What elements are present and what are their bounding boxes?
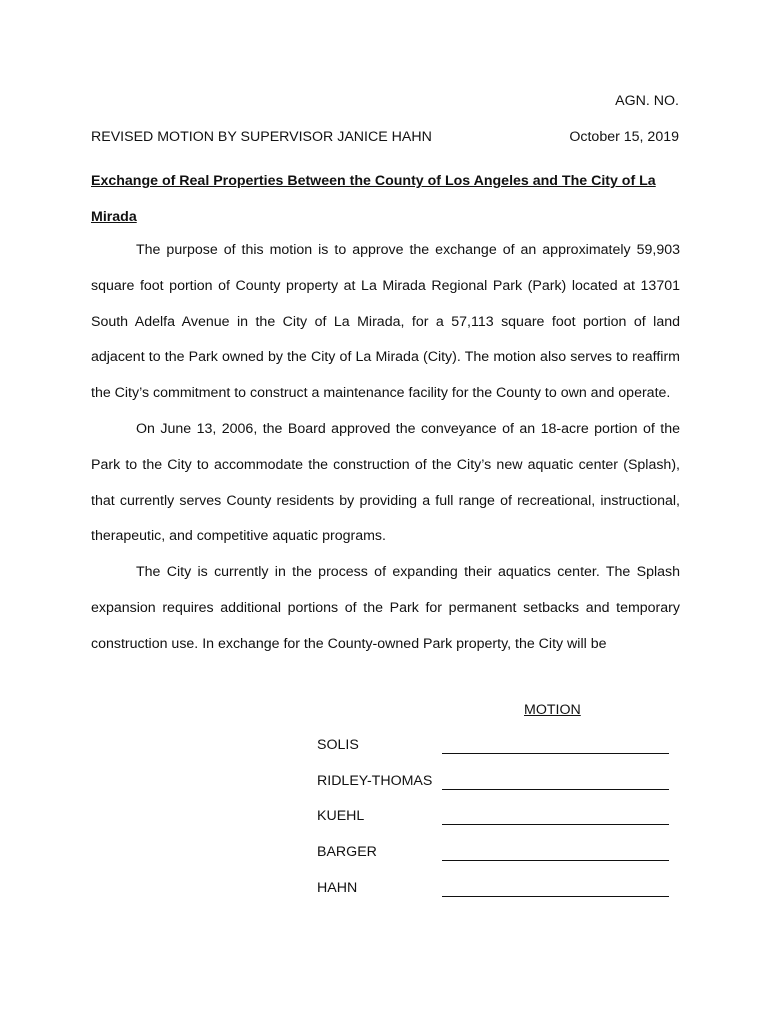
signature-line xyxy=(442,789,669,790)
motion-title: Exchange of Real Properties Between the County of Los Angeles and The City of La Mirada xyxy=(91,173,656,225)
vote-row xyxy=(317,844,669,880)
motion-body xyxy=(91,233,680,663)
supervisor-name: RIDLEY-THOMAS xyxy=(317,772,433,789)
paragraph: On June 13, 2006, the Board approved the conveyance of an 18-acre portion of the Park to the City to accommodate the construction of the City’s new aquatic center (Splash), that currently serves County residents by providing a full range of recreational, instructional, therapeutic, and competitive aquatic programs. xyxy=(91,420,680,545)
supervisor-name: HAHN xyxy=(317,879,358,896)
paragraph: The City is currently in the process of expanding their aquatics center. The Splash expansion requires additional portions of the Park for permanent setbacks and temporary construction use. In exchange for the County-owned Park property, the City will be xyxy=(91,564,680,652)
supervisor-name: BARGER xyxy=(317,844,377,861)
supervisor-name: SOLIS xyxy=(317,737,359,753)
supervisor-vote-list xyxy=(317,737,669,915)
vote-row xyxy=(317,880,669,916)
paragraph: The purpose of this motion is to approve the exchange of an approximately 59,903 square foot portion of County property at La Mirada Regional Park (Park) located at 13701 South Adelfa Avenue in the City of La Mirada, for a 57,113 square foot portion of land adjacent to the Park owned by the City of La Mirada (City). The motion also serves to reaffirm the City’s commitment to construct a maintenance facility for the County to own and operate. xyxy=(91,242,680,402)
motion-header xyxy=(91,129,679,145)
vote-row xyxy=(317,808,669,844)
signature-line xyxy=(442,860,669,861)
signature-line xyxy=(442,896,669,897)
signature-line xyxy=(442,824,669,825)
vote-row xyxy=(317,737,669,773)
agenda-number: AGN. NO. xyxy=(615,93,679,109)
motion-date: October 15, 2019 xyxy=(569,129,679,145)
vote-row xyxy=(317,773,669,809)
signature-line xyxy=(442,753,669,754)
supervisor-name: KUEHL xyxy=(317,808,365,825)
motion-label: MOTION xyxy=(524,702,581,718)
motion-author: REVISED MOTION BY SUPERVISOR JANICE HAHN xyxy=(91,129,432,145)
